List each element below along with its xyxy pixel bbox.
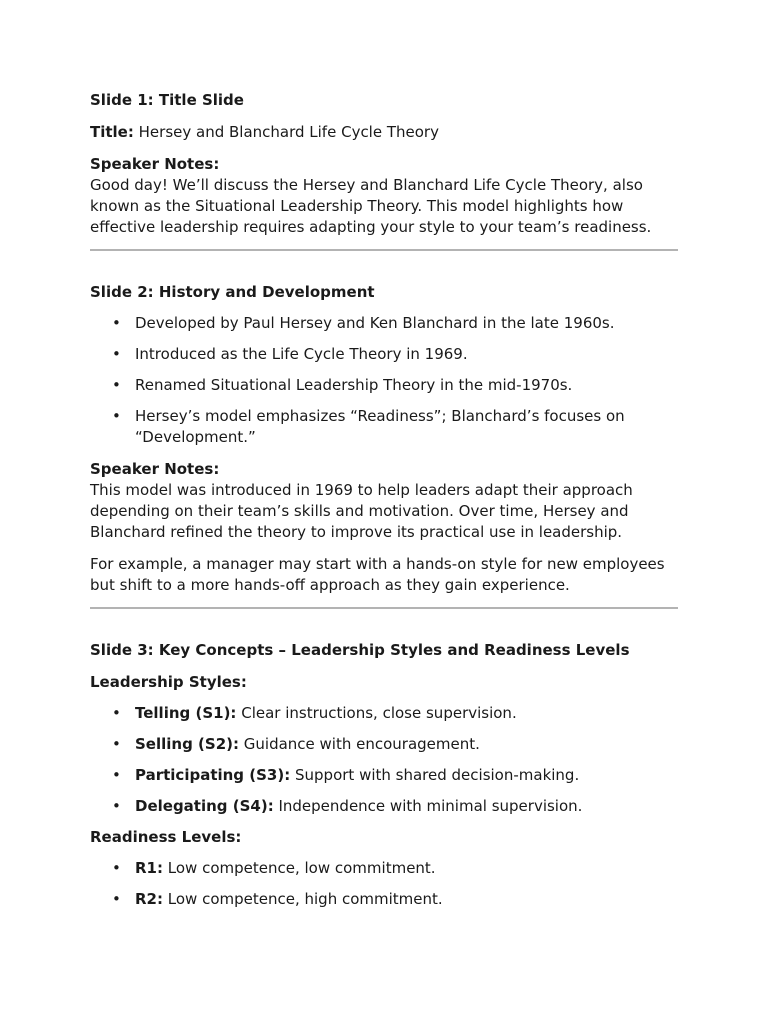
- section-divider-1: [90, 249, 678, 251]
- slide-2-bullet-list: [90, 313, 678, 448]
- list-item: [90, 703, 678, 724]
- list-item: [90, 858, 678, 879]
- slide-1-heading: Slide 1: Title Slide: [90, 91, 244, 109]
- style-term: Selling (S2):: [135, 735, 239, 753]
- list-item: [90, 734, 678, 755]
- list-item: • Hersey’s model emphasizes “Readiness”; Blanchard’s focuses on “Development.”: [90, 406, 678, 448]
- readiness-desc: Low competence, high commitment.: [167, 890, 443, 908]
- slide-3-heading: Slide 3: Key Concepts – Leadership Styles and Readiness Levels: [90, 641, 630, 659]
- list-item: • Renamed Situational Leadership Theory in the mid-1970s.: [90, 375, 678, 396]
- style-term: Delegating (S4):: [135, 797, 274, 815]
- list-item: • Developed by Paul Hersey and Ken Blanchard in the late 1960s.: [90, 313, 678, 334]
- section-divider-2: [90, 607, 678, 609]
- list-item: [90, 765, 678, 786]
- style-term: Telling (S1):: [135, 704, 237, 722]
- style-term: Participating (S3):: [135, 766, 291, 784]
- slide-1-section: [90, 90, 678, 238]
- slide-1-notes-text: Good day! We’ll discuss the Hersey and Blanchard Life Cycle Theory, also known as the Situational Leadership Theory. This model highlights how effective leadership requires adapting your style to your team’s readiness.: [90, 176, 652, 236]
- readiness-term: R1:: [135, 859, 163, 877]
- slide-2-example-text: For example, a manager may start with a hands-on style for new employees but shift to a more hands-off approach as they gain experience.: [90, 555, 665, 594]
- style-desc: Support with shared decision-making.: [295, 766, 580, 784]
- readiness-desc: Low competence, low commitment.: [167, 859, 436, 877]
- title-label: Title:: [90, 123, 134, 141]
- slide-2-notes-label: Speaker Notes:: [90, 460, 220, 478]
- list-item: [90, 889, 678, 910]
- slide-3-section: [90, 640, 678, 910]
- style-desc: Guidance with encouragement.: [243, 735, 480, 753]
- document-content: [90, 90, 678, 910]
- style-desc: Independence with minimal supervision.: [278, 797, 583, 815]
- leadership-styles-label: Leadership Styles:: [90, 673, 247, 691]
- slide-1-title-line: [90, 122, 678, 143]
- style-desc: Clear instructions, close supervision.: [241, 704, 517, 722]
- list-item: • Introduced as the Life Cycle Theory in 1969.: [90, 344, 678, 365]
- title-value: Hersey and Blanchard Life Cycle Theory: [138, 123, 439, 141]
- readiness-levels-list: [90, 858, 678, 910]
- readiness-term: R2:: [135, 890, 163, 908]
- slide-2-heading: Slide 2: History and Development: [90, 283, 375, 301]
- readiness-levels-label: Readiness Levels:: [90, 828, 242, 846]
- list-item: [90, 796, 678, 817]
- slide-2-notes-text: This model was introduced in 1969 to help leaders adapt their approach depending on their team’s skills and motivation. Over time, Hersey and Blanchard refined the theory to improve its practical use in leadership.: [90, 481, 633, 541]
- leadership-styles-list: [90, 703, 678, 817]
- slide-2-section: [90, 282, 678, 596]
- slide-1-notes-label: Speaker Notes:: [90, 155, 220, 173]
